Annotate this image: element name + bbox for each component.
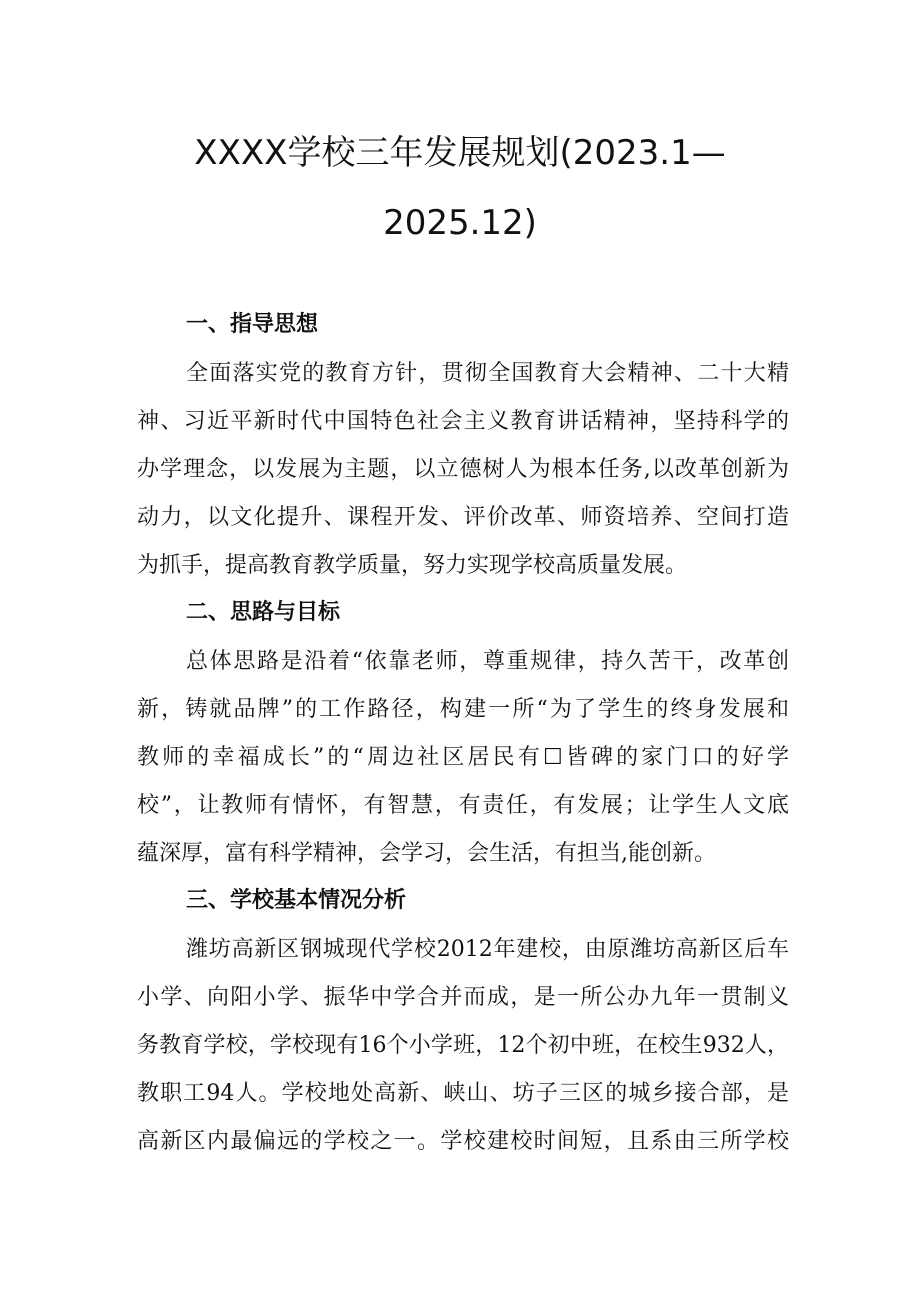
paragraph-line: 教职工94人。学校地处高新、峡山、坊子三区的城乡接合部，是	[137, 1081, 789, 1106]
paragraph-line: 办学理念，以发展为主题，以立德树人为根本任务,以改革创新为	[137, 457, 789, 482]
paragraph-line: 校”，让教师有情怀，有智慧，有责任，有发展；让学生人文底	[137, 793, 789, 818]
paragraph-line: 总体思路是沿着“依靠老师，尊重规律，持久苦干，改革创	[186, 649, 789, 674]
paragraph-line: 全面落实党的教育方针，贯彻全国教育大会精神、二十大精	[186, 361, 789, 386]
section-heading-ideas-and-goals: 二、思路与目标	[186, 600, 341, 625]
document-title-line-2: 2025.12)	[383, 203, 537, 243]
paragraph-line: 潍坊高新区钢城现代学校2012年建校，由原潍坊高新区后车	[186, 937, 789, 962]
paragraph-line: 为抓手，提高教育教学质量，努力实现学校高质量发展。	[137, 553, 688, 578]
document-title-line-1: XXXX学校三年发展规划(2023.1—	[194, 133, 726, 173]
section-heading-school-situation: 三、学校基本情况分析	[186, 888, 407, 913]
section-heading-guiding-ideology: 一、指导思想	[186, 312, 319, 337]
paragraph-line: 务教育学校，学校现有16个小学班，12个初中班，在校生932人，	[137, 1033, 789, 1058]
paragraph-line: 高新区内最偏远的学校之一。学校建校时间短，且系由三所学校	[137, 1129, 789, 1154]
paragraph-line: 教师的幸福成长”的“周边社区居民有☐皆碑的家门口的好学	[137, 745, 789, 770]
paragraph-line: 动力，以文化提升、课程开发、评价改革、师资培养、空间打造	[137, 505, 789, 530]
paragraph-line: 蕴深厚，富有科学精神，会学习，会生活，有担当,能创新。	[137, 841, 716, 866]
paragraph-line: 小学、向阳小学、振华中学合并而成，是一所公办九年一贯制义	[137, 985, 789, 1010]
paragraph-line: 新，铸就品牌”的工作路径，构建一所“为了学生的终身发展和	[137, 697, 789, 722]
paragraph-line: 神、习近平新时代中国特色社会主义教育讲话精神，坚持科学的	[137, 409, 789, 434]
